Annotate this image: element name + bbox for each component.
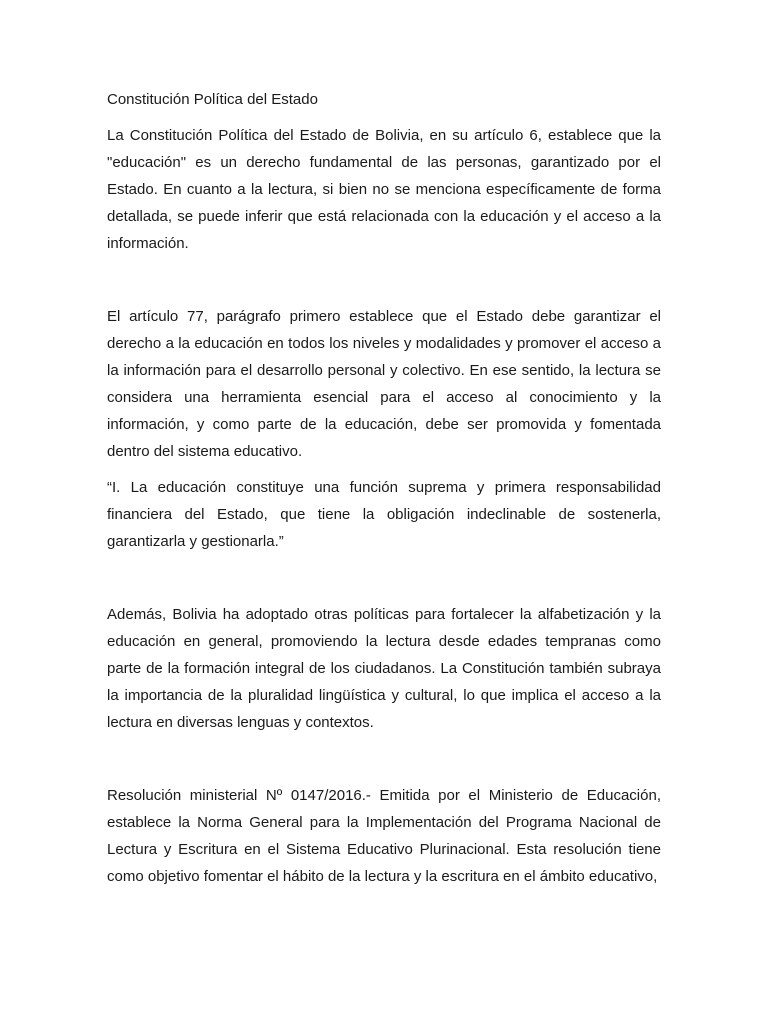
document-page (107, 86, 661, 890)
document-title: Constitución Política del Estado (107, 91, 318, 108)
quote-paragraph: “I. La educación constituye una función suprema y primera responsabilidad financiera del Estado, que tiene la obligación indeclinable de sostenerla, garantizarla y gestionarla.” (107, 479, 661, 550)
paragraph-ministerial-resolution: Resolución ministerial Nº 0147/2016.- Emitida por el Ministerio de Educación, establece la Norma General para la Implementación del Programa Nacional de Lectura y Escritura en el Sistema Educativo Plurinacional. Esta resolución tiene como objetivo fomentar el hábito de la lectura y la escritura en el ámbito educativo, (107, 787, 661, 885)
paragraph-article-6: La Constitución Política del Estado de Bolivia, en su artículo 6, establece que la "educación" es un derecho fundamental de las personas, garantizado por el Estado. En cuanto a la lectura, si bien no se menciona específicamente de forma detallada, se puede inferir que está relacionada con la educación y el acceso a la información. (107, 127, 661, 252)
paragraph-literacy-policies: Además, Bolivia ha adoptado otras políticas para fortalecer la alfabetización y la educación en general, promoviendo la lectura desde edades tempranas como parte de la formación integral de los ciudadanos. La Constitución también subraya la importancia de la pluralidad lingüística y cultural, lo que implica el acceso a la lectura en diversas lenguas y contextos. (107, 606, 661, 731)
paragraph-article-77: El artículo 77, parágrafo primero establece que el Estado debe garantizar el derecho a la educación en todos los niveles y modalidades y promover el acceso a la información para el desarrollo personal y colectivo. En ese sentido, la lectura se considera una herramienta esencial para el acceso al conocimiento y la información, y como parte de la educación, debe ser promovida y fomentada dentro del sistema educativo. (107, 308, 661, 460)
